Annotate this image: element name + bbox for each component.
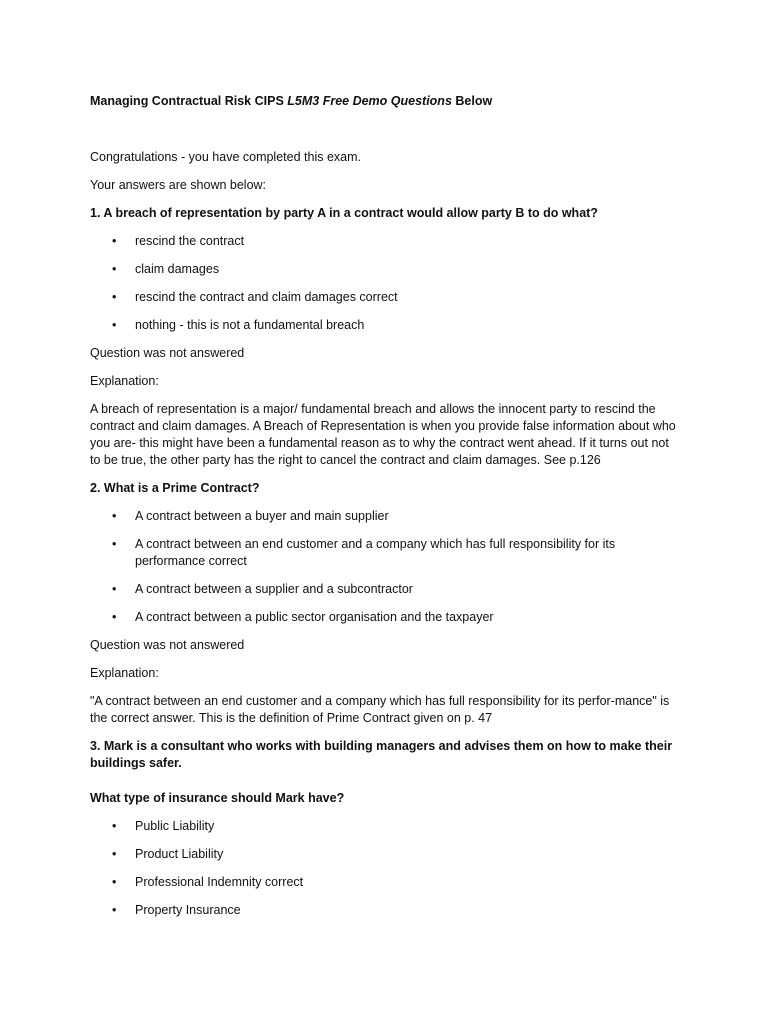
question-2-options	[90, 508, 680, 626]
title-part-3: Below	[451, 94, 493, 108]
title-part-2: L5M3 Free Demo Questions	[287, 94, 452, 108]
question-1-text: 1. A breach of representation by party A in a contract would allow party B to do what?	[90, 206, 598, 220]
option-item: • Professional Indemnity correct	[90, 874, 680, 891]
question-2-status: Question was not answered	[90, 638, 245, 652]
question-3-text: 3. Mark is a consultant who works with building managers and advises them on how to make their buildings safer.	[90, 739, 673, 770]
option-item: • Property Insurance	[90, 902, 680, 919]
question-1-explanation: A breach of representation is a major/ fundamental breach and allows the innocent party to rescind the contract and claim damages. A Breach of Representation is when you provide false information about who you are- this might have been a fundamental reason as to why the contract went ahead. If it turns out not to be true, the other party has the right to cancel the contract and claim damages. See p.126	[90, 402, 676, 467]
question-3-options	[90, 818, 680, 919]
option-item: • rescind the contract and claim damages correct	[90, 289, 680, 306]
question-3-subtext: What type of insurance should Mark have?	[90, 791, 345, 805]
option-item: • rescind the contract	[90, 233, 680, 250]
option-item: • A contract between a buyer and main supplier	[90, 508, 680, 525]
option-item: • claim damages	[90, 261, 680, 278]
page-title	[90, 93, 680, 110]
question-1-status: Question was not answered	[90, 346, 245, 360]
option-item: • A contract between an end customer and a company which has full responsibility for its performance correct	[90, 536, 680, 570]
option-item: • Public Liability	[90, 818, 680, 835]
answers-intro-text: Your answers are shown below:	[90, 178, 267, 192]
question-2-text: 2. What is a Prime Contract?	[90, 481, 260, 495]
congratulations-text: Congratulations - you have completed this exam.	[90, 150, 361, 164]
option-item: • A contract between a public sector organisation and the taxpayer	[90, 609, 680, 626]
question-2-explanation-label: Explanation:	[90, 666, 159, 680]
option-item: • A contract between a supplier and a subcontractor	[90, 581, 680, 598]
option-item: • nothing - this is not a fundamental breach	[90, 317, 680, 334]
question-2-explanation: "A contract between an end customer and a company which has full responsibility for its perfor-mance" is the correct answer. This is the definition of Prime Contract given on p. 47	[90, 694, 670, 725]
title-part-1: Managing Contractual Risk CIPS	[90, 94, 288, 108]
option-item: • Product Liability	[90, 846, 680, 863]
question-1-options	[90, 233, 680, 334]
question-1-explanation-label: Explanation:	[90, 374, 159, 388]
document-body	[90, 93, 680, 930]
